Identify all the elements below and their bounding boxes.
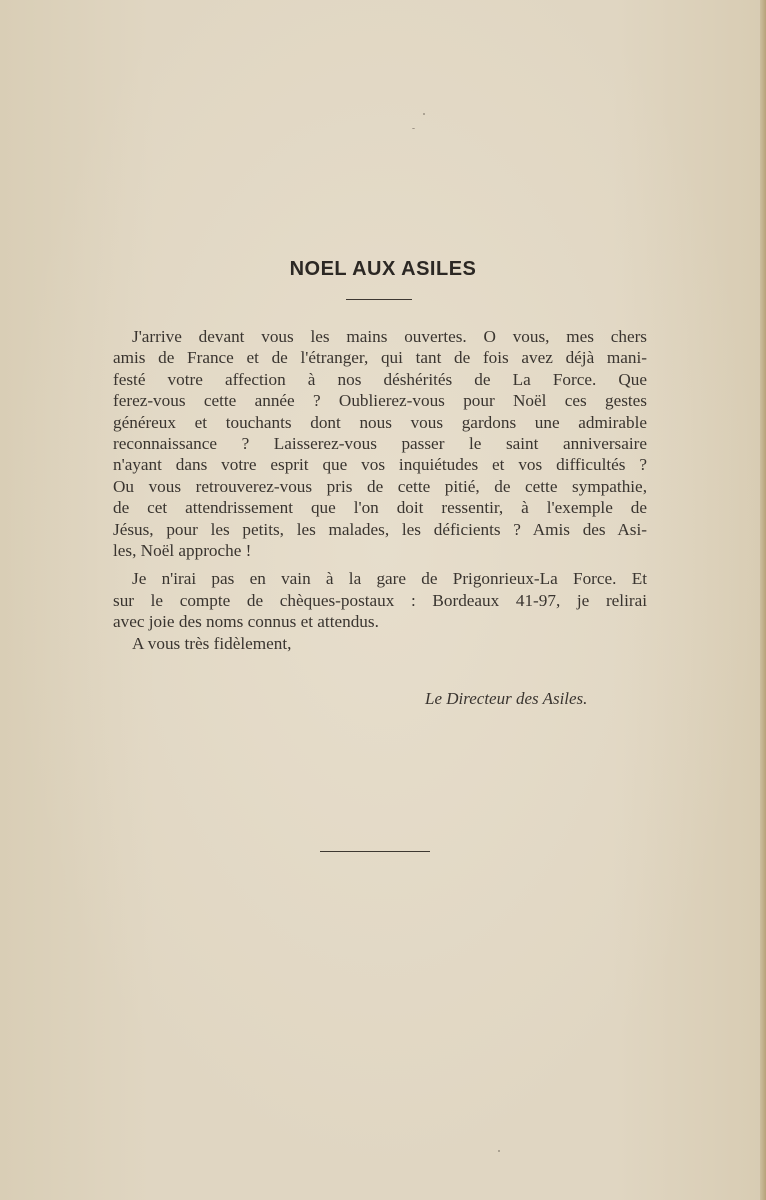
text-line: J'arrive devant vous les mains ouvertes. O vous, mes chers (132, 327, 647, 346)
letter-body (113, 326, 647, 654)
paragraph-2 (113, 568, 647, 654)
page-edge (760, 0, 766, 1200)
paragraph-1 (113, 326, 647, 561)
text-line: Ou vous retrouverez-vous pris de cette pitié, de cette sympathie, (113, 476, 647, 496)
text-line: Je n'irai pas en vain à la gare de Prigonrieux-La Force. Et (132, 569, 647, 589)
text-line: de cet attendrissement que l'on doit ressentir, à l'exemple de (113, 498, 647, 518)
text-line: amis de France et de l'étranger, qui tant de fois avez déjà mani- (113, 348, 647, 368)
text-line: avec joie des noms connus et attendus. (113, 612, 379, 632)
page-title: NOEL AUX ASILES (289, 258, 477, 280)
text-line: reconnaissance ? Laisserez-vous passer le saint anniversaire (113, 434, 647, 454)
closing-line: A vous très fidèlement, (132, 633, 292, 653)
text-line: n'ayant dans votre esprit que vos inquiétudes et vos difficultés ? (113, 455, 647, 475)
signature: Le Directeur des Asiles. (425, 689, 588, 708)
closing-rule (320, 851, 430, 852)
text-line: les, Noël approche ! (113, 541, 252, 561)
text-line: ferez-vous cette année ? Oublierez-vous pour Noël ces gestes (113, 391, 647, 411)
text-line: Jésus, pour les petits, les malades, les déficients ? Amis des Asi- (113, 519, 647, 539)
text-line: généreux et touchants dont nous vous gardons une admirable (113, 412, 647, 432)
paper-speck (412, 128, 415, 129)
paper-speck (498, 1150, 500, 1152)
text-line: sur le compte de chèques-postaux : Bordeaux 41-97, je relirai (113, 590, 647, 610)
text-line: festé votre affection à nos déshérités de La Force. Que (113, 369, 647, 389)
paper-speck (423, 113, 425, 115)
title-rule (346, 299, 412, 300)
